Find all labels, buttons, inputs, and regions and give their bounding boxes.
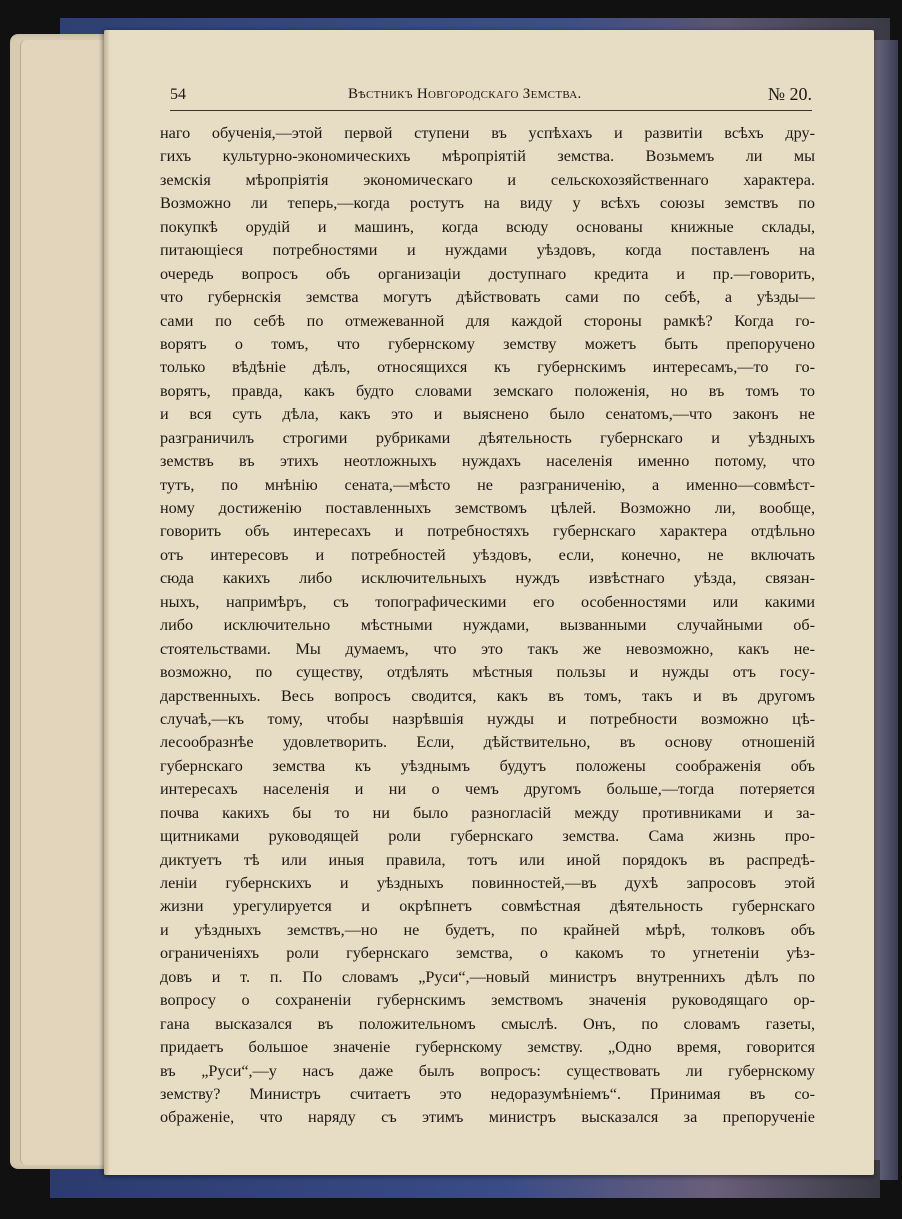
text-line: леніи губернскихъ и уѣздныхъ повинностей,—въ духѣ запросовъ этой bbox=[160, 874, 815, 892]
text-line: дарственныхъ. Весь вопросъ сводится, какъ въ томъ, такъ и въ другомъ bbox=[160, 686, 815, 705]
text-line: Возможно ли теперь,—когда ростутъ на виду у всѣхъ союзы земствъ по bbox=[160, 194, 815, 213]
text-line: щитниками руководящей роли губернскаго земства. Сама жизнь про- bbox=[160, 827, 815, 846]
text-line: земству? Министръ считаетъ это недоразумѣніемъ“. Принимая въ со- bbox=[160, 1084, 815, 1103]
text-line: питающіеся потребностями и нуждами уѣздовъ, когда поставленъ на bbox=[160, 241, 815, 260]
text-line: либо исключительно мѣстными нуждами, вызванными случайными об- bbox=[160, 616, 815, 635]
text-line: тутъ, по мнѣнію сената,—мѣсто не разграниченію, а именно—совмѣст- bbox=[160, 475, 815, 494]
journal-title: Вѣстникъ Новгородскаго Земства. bbox=[348, 86, 582, 102]
text-line: почва какихъ бы то ни было разногласій между противниками и за- bbox=[160, 803, 815, 822]
text-line: и уѣздныхъ земствъ,—но не будетъ, по крайней мѣрѣ, толковъ объ bbox=[160, 920, 815, 939]
text-line: довъ и т. п. По словамъ „Руси“,—новый министръ внутреннихъ дѣлъ по bbox=[160, 967, 815, 986]
text-line: лесообразнѣе удовлетворить. Если, дѣйствительно, въ основу отношеній bbox=[160, 733, 815, 752]
text-line: очередь вопросъ объ организаціи доступнаго кредита и пр.—говорить, bbox=[160, 264, 815, 283]
text-line: земствъ въ этихъ неотложныхъ нуждахъ населенія именно потому, что bbox=[160, 452, 815, 471]
text-line: только вѣдѣніе дѣлъ, относящихся къ губернскимъ интересамъ,—то го- bbox=[160, 358, 815, 377]
text-line: стоятельствами. Мы думаемъ, что это такъ же невозможно, какъ не- bbox=[160, 639, 815, 658]
text-line: говорить объ интересахъ и потребностяхъ губернскаго характера отдѣльно bbox=[160, 522, 815, 541]
text-line: ныхъ, напримѣръ, съ топографическими его особенностями или какими bbox=[160, 592, 815, 611]
header-rule bbox=[170, 110, 812, 111]
running-header bbox=[170, 82, 812, 112]
text-line: и вся суть дѣла, какъ это и выяснено было сенатомъ,—что законъ не bbox=[160, 405, 815, 424]
text-line: сами по себѣ по отмежеванной для каждой стороны рамкѣ? Когда го- bbox=[160, 311, 815, 330]
text-line: покупкѣ орудій и машинъ, когда всюду основаны книжные склады, bbox=[160, 217, 815, 236]
text-line: интересахъ населенія и ни о чемъ другомъ больше,—тогда потеряется bbox=[160, 780, 815, 799]
text-line: ному достиженію поставленныхъ земствомъ цѣлей. Возможно ли, вообще, bbox=[160, 499, 815, 517]
text-line: гихъ культурно-экономическихъ мѣропріятій земства. Возьмемъ ли мы bbox=[160, 147, 815, 166]
text-line: ворятъ, правда, какъ будто словами земскаго положенія, но въ томъ то bbox=[160, 381, 815, 400]
text-line: земскія мѣропріятія экономическаго и сельскохозяйственнаго характера. bbox=[160, 170, 815, 189]
page-number: 54 bbox=[170, 86, 186, 103]
text-line: въ „Руси“,—у насъ даже былъ вопросъ: существовать ли губернскому bbox=[160, 1061, 815, 1080]
text-line: вопросу о сохраненіи губернскимъ земствомъ значенія руководящаго ор- bbox=[160, 991, 815, 1010]
text-line: возможно, по существу, отдѣлять мѣстныя пользы и нужды отъ госу- bbox=[160, 663, 815, 682]
text-line: жизни урегулируется и окрѣпнетъ совмѣстная дѣятельность губернскаго bbox=[160, 897, 815, 916]
body-text bbox=[160, 122, 815, 1130]
text-line: отъ интересовъ и потребностей уѣздовъ, если, конечно, не включать bbox=[160, 545, 815, 564]
text-line: придаетъ большое значеніе губернскому земству. „Одно время, говорится bbox=[160, 1038, 815, 1057]
text-line: ограниченіяхъ роли губернскаго земства, о какомъ то угнетеніи уѣз- bbox=[160, 944, 815, 963]
text-line: сюда какихъ либо исключительныхъ нуждъ извѣстнаго уѣзда, связан- bbox=[160, 569, 815, 588]
text-line: ворятъ о томъ, что губернскому земству можетъ быть препоручено bbox=[160, 334, 815, 353]
text-line: разграничилъ строгими рубриками дѣятельность губернскаго и уѣздныхъ bbox=[160, 428, 815, 447]
text-line: гана высказался въ положительномъ смыслѣ. Онъ, по словамъ газеты, bbox=[160, 1014, 815, 1033]
text-line: ображеніе, что наряду съ этимъ министръ высказался за препорученіе bbox=[160, 1108, 815, 1127]
text-line: губернскаго земства къ уѣзднымъ будутъ положены соображенія объ bbox=[160, 756, 815, 775]
issue-number: № 20. bbox=[767, 84, 812, 104]
text-line: что губернскія земства могутъ дѣйствовать сами по себѣ, а уѣзды— bbox=[160, 288, 815, 307]
text-line: диктуетъ тѣ или иныя правила, тотъ или иной порядокъ въ распредѣ- bbox=[160, 850, 815, 869]
document-page bbox=[104, 30, 874, 1175]
text-line: случаѣ,—къ тому, чтобы назрѣвшія нужды и потребности возможно цѣ- bbox=[160, 709, 815, 728]
text-line: наго обученія,—этой первой ступени въ успѣхахъ и развитіи всѣхъ дру- bbox=[160, 124, 815, 142]
